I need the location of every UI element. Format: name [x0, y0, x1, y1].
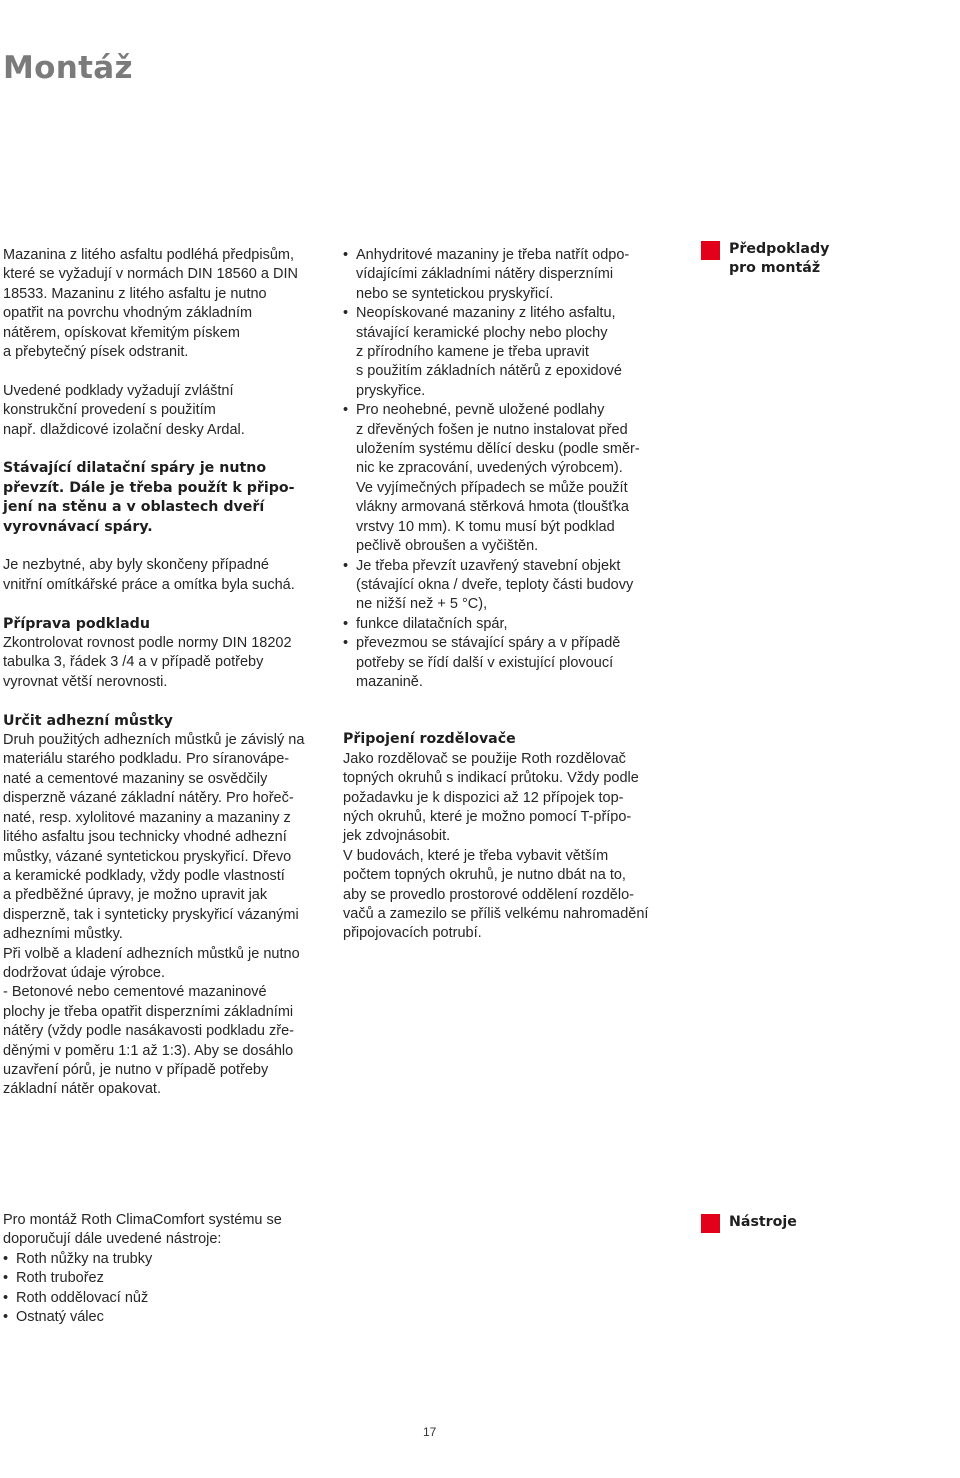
dilatation-warning: Stávající dilatační spáry je nutno převzít. Dále je třeba použít k připo- jení na stěnu a v oblastech dveří vyrovnávací spáry.	[3, 460, 295, 535]
list-item: • funkce dilatačních spár,	[343, 615, 673, 634]
list-item: • převezmou se stávající spáry a v případě potřeby se řídí další v existující plovoucí mazanině.	[343, 634, 673, 692]
left-column	[3, 246, 333, 1100]
page-number: 17	[423, 1425, 437, 1439]
middle-column	[343, 246, 673, 944]
list-item: • Roth trubořez	[3, 1269, 343, 1288]
tools-list	[3, 1250, 343, 1328]
adhesion-text: Druh použitých adhezních můstků je závislý na materiálu starého podkladu. Pro síranovápe- naté a cementové mazaniny se osvědčily disperzně vázané základní nátěry. Pro hořeč- naté, resp. xylolitové mazaniny a mazaniny z litého asfaltu jsou technicky vhodné adhezní můstky, vázané syntetickou pryskyřicí. Dřevo a keramické podklady, vždy podle vlastností a předběžné úpravy, je možno upravit jak disperzně, tak i synteticky pryskyřicí vázanými adhezními můstky. Při volbě a kladení adhezních můstků je nutno dodržovat údaje výrobce. - Betonové nebo cementové mazaninové plochy je třeba opatřit disperzními základními nátěry (vždy podle nasákavosti podkladu zře- děnými v poměru 1:1 až 1:3). Aby se dosáhlo uzavření pórů, je nutno v případě potřeby základní nátěr opakovat.	[3, 732, 305, 1098]
tools-intro: Pro montáž Roth ClimaComfort systému se doporučují dále uvedené nástroje:	[3, 1212, 282, 1248]
list-item: • Pro neohebné, pevně uložené podlahy z dřevěných fošen je nutno instalovat před uložením systému dělící desku (podle směr- nic ke zpracování, uvedených výrobcem). Ve vyjímečných případech se může použít vlákny armovaná stěrková hmota (tloušťka vrstvy 10 mm). K tomu musí být podklad pečlivě obroušen a vyčištěn.	[343, 401, 673, 556]
page-title: Montáž	[3, 50, 133, 86]
requirements-list	[343, 246, 673, 692]
plaster-note: Je nezbytné, aby byly skončeny případné vnitřní omítkářské práce a omítka byla suchá.	[3, 557, 295, 593]
adhesion-heading: Určit adhezní můstky	[3, 712, 173, 729]
prep-text: Zkontrolovat rovnost podle normy DIN 18202 tabulka 3, řádek 3 /4 a v případě potřeby vyrovnat větší nerovnosti.	[3, 635, 292, 690]
list-item: • Roth nůžky na trubky	[3, 1250, 343, 1269]
intro-paragraph: Mazanina z litého asfaltu podléhá předpisům, které se vyžadují v normách DIN 18560 a DIN 18533. Mazaninu z litého asfaltu je nutno opatřit na povrchu vhodným základním nátěrem, opískovat křemitým pískem a přebytečný písek odstranit.	[3, 247, 298, 361]
list-item: • Roth oddělovací nůž	[3, 1289, 343, 1308]
distributor-text: Jako rozdělovač se použije Roth rozdělovač topných okruhů s indikací průtoku. Vždy podle požadavku je k dispozici až 12 přípojek top- ných okruhů, které je možno pomocí T-přípo- jek zdvojnásobit. V budovách, které je třeba vybavit větším počtem topných okruhů, je nutno dbát na to, aby se provedlo prostorové oddělení rozdělo- vačů a zamezilo se příliš velkému nahromadění připojovacích potrubí.	[343, 750, 649, 942]
prep-heading: Příprava podkladu	[3, 615, 150, 632]
list-item: • Anhydritové mazaniny je třeba natřít odpo- vídajícími základními nátěry disperzními nebo se syntetickou pryskyřicí.	[343, 246, 673, 304]
red-square-icon	[701, 241, 720, 260]
distributor-heading: Připojení rozdělovače	[343, 731, 516, 748]
list-item: • Neopískované mazaniny z litého asfaltu, stávající keramické plochy nebo plochy z přírodního kamene je třeba upravit s použitím základních nátěrů z epoxidové pryskyřice.	[343, 304, 673, 401]
tools-section	[3, 1211, 343, 1327]
tools-label: Nástroje	[701, 1214, 797, 1233]
requirements-note: Uvedené podklady vyžadují zvláštní konstrukční provedení s použitím např. dlaždicové izolační desky Ardal.	[3, 382, 245, 438]
prerequisites-label: Předpoklady pro montáž	[701, 241, 829, 279]
list-item: • Je třeba převzít uzavřený stavební objekt (stávající okna / dveře, teploty části budovy ne nižší než + 5 °C),	[343, 557, 673, 615]
red-square-icon	[701, 1214, 720, 1233]
list-item: • Ostnatý válec	[3, 1308, 343, 1327]
